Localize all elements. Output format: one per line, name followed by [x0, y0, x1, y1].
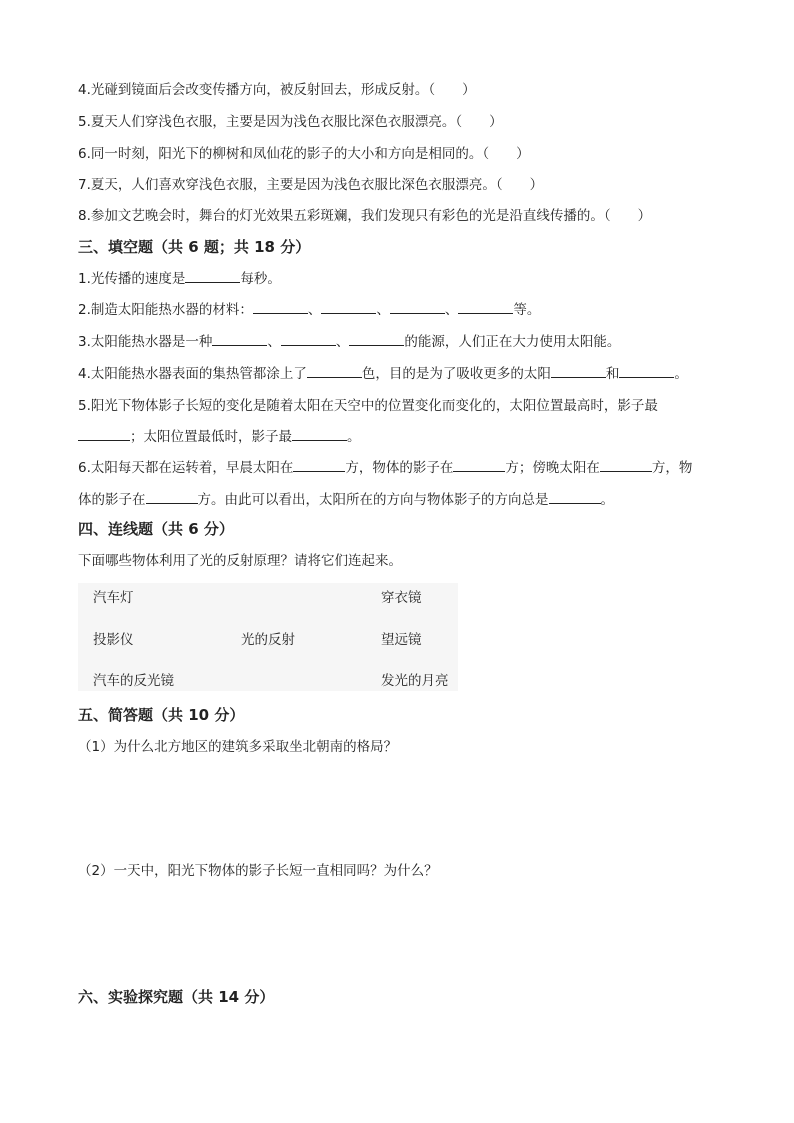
- judge-item-6: 6.同一时刻，阳光下的柳树和凤仙花的影子的大小和方向是相同的。（ ）: [78, 146, 530, 162]
- experiment-heading: 六、实验探究题（共 14 分）: [78, 988, 275, 1006]
- short-q1: （1）为什么北方地区的建筑多采取坐北朝南的格局？: [78, 739, 398, 755]
- blank[interactable]: [292, 428, 347, 441]
- match-right-item[interactable]: 发光的月亮: [381, 673, 449, 689]
- match-center-item[interactable]: 光的反射: [241, 632, 295, 648]
- fill-q6-line1: 6.太阳每天都在运转着，早晨太阳在 方，物体的影子在 方；傍晚太阳在 方，物: [78, 460, 693, 476]
- blank[interactable]: [551, 365, 606, 378]
- judge-item-8: 8.参加文艺晚会时，舞台的灯光效果五彩斑斓，我们发现只有彩色的光是沿直线传播的。（ ）: [78, 208, 652, 224]
- fill-q5-line2: ；太阳位置最低时，影子最 。: [78, 427, 361, 447]
- fill-q2: 2.制造太阳能热水器的材料： 、 、 、 等。: [78, 302, 541, 318]
- blank[interactable]: [78, 428, 130, 441]
- judge-item-7: 7.夏天，人们喜欢穿浅色衣服，主要是因为浅色衣服比深色衣服漂亮。（ ）: [78, 177, 544, 193]
- judge-item-4: 4.光碰到镜面后会改变传播方向，被反射回去，形成反射。（ ）: [78, 82, 476, 98]
- blank[interactable]: [458, 301, 513, 314]
- judge-item-5: 5.夏天人们穿浅色衣服，主要是因为浅色衣服比深色衣服漂亮。（ ）: [78, 114, 503, 130]
- blank[interactable]: [349, 333, 404, 346]
- fill-q5-line1: 5.阳光下物体影子长短的变化是随着太阳在天空中的位置变化而变化的，太阳位置最高时，影子最: [78, 398, 658, 414]
- match-heading: 四、连线题（共 6 分）: [78, 520, 234, 538]
- match-instruction: 下面哪些物体利用了光的反射原理？请将它们连起来。: [78, 553, 402, 569]
- fill-q4: 4.太阳能热水器表面的集热管都涂上了 色，目的是为了吸收更多的太阳 和 。: [78, 366, 688, 382]
- match-left-item[interactable]: 汽车的反光镜: [93, 673, 174, 689]
- blank[interactable]: [307, 365, 362, 378]
- fill-q3: 3.太阳能热水器是一种 、 、 的能源，人们正在大力使用太阳能。: [78, 334, 621, 350]
- fill-q6-line2: 体的影子在 方。由此可以看出，太阳所在的方向与物体影子的方向总是 。: [78, 492, 614, 508]
- match-right-item[interactable]: 穿衣镜: [381, 590, 422, 606]
- blank[interactable]: [212, 333, 267, 346]
- blank[interactable]: [619, 365, 674, 378]
- blank[interactable]: [253, 301, 308, 314]
- match-left-item[interactable]: 汽车灯: [93, 590, 134, 606]
- blank[interactable]: [281, 333, 336, 346]
- blank[interactable]: [185, 270, 240, 283]
- short-heading: 五、简答题（共 10 分）: [78, 706, 245, 724]
- blank[interactable]: [549, 491, 601, 504]
- match-table: [78, 583, 458, 691]
- blank[interactable]: [321, 301, 376, 314]
- blank[interactable]: [293, 459, 345, 472]
- match-right-item[interactable]: 望远镜: [381, 632, 422, 648]
- fill-q1: 1.光传播的速度是 每秒。: [78, 271, 281, 287]
- blank[interactable]: [600, 459, 652, 472]
- match-left-item[interactable]: 投影仪: [93, 632, 134, 648]
- blank[interactable]: [390, 301, 445, 314]
- blank[interactable]: [146, 491, 198, 504]
- short-q2: （2）一天中，阳光下物体的影子长短一直相同吗？为什么？: [78, 863, 438, 879]
- blank[interactable]: [453, 459, 505, 472]
- fill-heading: 三、填空题（共 6 题；共 18 分）: [78, 238, 311, 256]
